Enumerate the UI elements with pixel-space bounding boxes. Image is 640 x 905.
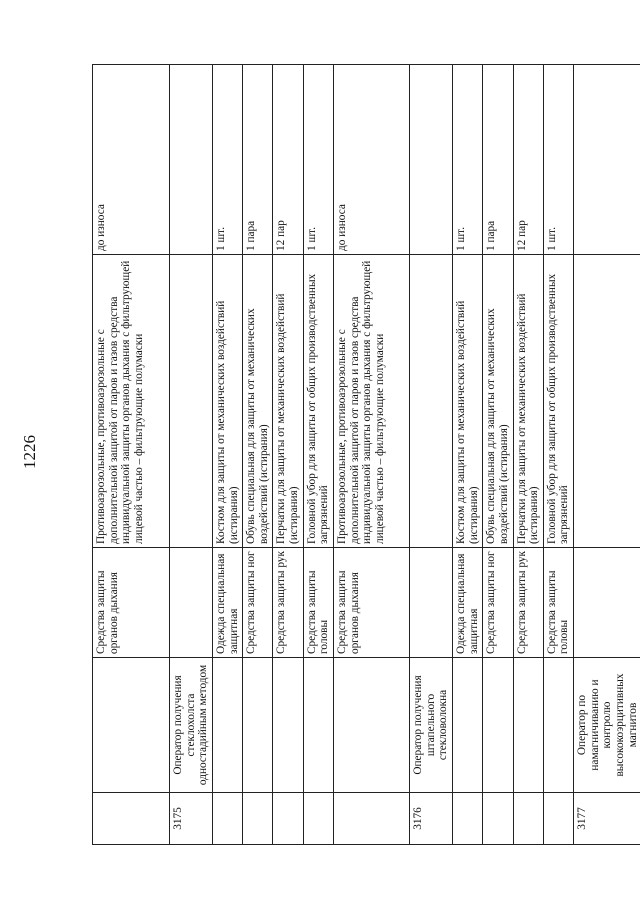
- table-row: [273, 65, 303, 845]
- row-number-cell: [543, 793, 573, 845]
- table-row: [513, 65, 543, 845]
- row-number-cell: [303, 793, 333, 845]
- profession-cell: [243, 658, 273, 793]
- profession-cell: [483, 658, 513, 793]
- ppe-norms-table: [92, 64, 640, 845]
- ppe-category-cell: Средства защиты органов дыхания: [334, 548, 410, 658]
- ppe-item-cell: [170, 255, 213, 548]
- row-number-cell: [513, 793, 543, 845]
- ppe-item-cell: Противоаэрозольные, противоаэрозольные с дополнительной защитой от паров и газов средства индивидуальной защиты органов дыхания с фильтрующей лицевой частью – фильтрующие полумаски: [334, 255, 410, 548]
- table-row: [574, 65, 640, 845]
- ppe-category-cell: Средства защиты головы: [303, 548, 333, 658]
- ppe-item-cell: Обувь специальная для защиты от механических воздействий (истирания): [483, 255, 513, 548]
- ppe-category-cell: Средства защиты рук: [273, 548, 303, 658]
- row-number-cell: [243, 793, 273, 845]
- ppe-category-cell: Средства защиты органов дыхания: [93, 548, 170, 658]
- profession-cell: [212, 658, 242, 793]
- ppe-item-cell: Костюм для защиты от механических воздействий (истирания): [452, 255, 482, 548]
- table-row: [212, 65, 242, 845]
- table-row: [334, 65, 410, 845]
- row-number-cell: 3175: [170, 793, 213, 845]
- ppe-category-cell: Средства защиты ног: [243, 548, 273, 658]
- rotated-page-content: [92, 65, 639, 845]
- table-row: [93, 65, 170, 845]
- issue-norm-cell: 1 шт.: [543, 65, 573, 255]
- ppe-category-cell: Средства защиты ног: [483, 548, 513, 658]
- profession-cell: [452, 658, 482, 793]
- profession-cell: [93, 658, 170, 793]
- ppe-item-cell: Обувь специальная для защиты от механических воздействий (истирания): [243, 255, 273, 548]
- profession-cell: Оператор получения стеклохолста одностадийным методом: [170, 658, 213, 793]
- row-number-cell: [273, 793, 303, 845]
- row-number-cell: [334, 793, 410, 845]
- table-row: [170, 65, 213, 845]
- table-row: [303, 65, 333, 845]
- issue-norm-cell: [574, 65, 640, 255]
- ppe-item-cell: Костюм для защиты от механических воздействий (истирания): [212, 255, 242, 548]
- ppe-item-cell: Перчатки для защиты от механических воздействий (истирания): [513, 255, 543, 548]
- profession-cell: [334, 658, 410, 793]
- ppe-category-cell: [170, 548, 213, 658]
- issue-norm-cell: 12 пар: [273, 65, 303, 255]
- row-number-cell: 3177: [574, 793, 640, 845]
- table-row: [410, 65, 453, 845]
- profession-cell: Оператор получения штапельного стекловолокна: [410, 658, 453, 793]
- ppe-category-cell: Средства защиты головы: [543, 548, 573, 658]
- ppe-item-cell: Головной убор для защиты от общих производственных загрязнений: [303, 255, 333, 548]
- ppe-category-cell: [410, 548, 453, 658]
- profession-cell: [273, 658, 303, 793]
- issue-norm-cell: 12 пар: [513, 65, 543, 255]
- ppe-item-cell: [410, 255, 453, 548]
- row-number-cell: [93, 793, 170, 845]
- table-body: [93, 65, 640, 845]
- issue-norm-cell: [410, 65, 453, 255]
- table-row: [243, 65, 273, 845]
- issue-norm-cell: 1 пара: [483, 65, 513, 255]
- ppe-category-cell: Средства защиты рук: [513, 548, 543, 658]
- ppe-item-cell: Головной убор для защиты от общих производственных загрязнений: [543, 255, 573, 548]
- row-number-cell: [212, 793, 242, 845]
- profession-cell: Оператор по намагничиванию и контролю высококоэрцитивных магнитов: [574, 658, 640, 793]
- issue-norm-cell: [170, 65, 213, 255]
- profession-cell: [303, 658, 333, 793]
- issue-norm-cell: 1 шт.: [212, 65, 242, 255]
- ppe-item-cell: Перчатки для защиты от механических воздействий (истирания): [273, 255, 303, 548]
- issue-norm-cell: 1 шт.: [452, 65, 482, 255]
- issue-norm-cell: до износа: [93, 65, 170, 255]
- row-number-cell: [483, 793, 513, 845]
- ppe-item-cell: Противоаэрозольные, противоаэрозольные с дополнительной защитой от паров и газов средства индивидуальной защиты органов дыхания с фильтрующей лицевой частью – фильтрующие полумаски: [93, 255, 170, 548]
- ppe-category-cell: Одежда специальная защитная: [452, 548, 482, 658]
- table-row: [452, 65, 482, 845]
- issue-norm-cell: 1 шт.: [303, 65, 333, 255]
- issue-norm-cell: 1 пара: [243, 65, 273, 255]
- issue-norm-cell: до износа: [334, 65, 410, 255]
- ppe-item-cell: [574, 255, 640, 548]
- ppe-category-cell: Одежда специальная защитная: [212, 548, 242, 658]
- profession-cell: [513, 658, 543, 793]
- table-row: [483, 65, 513, 845]
- ppe-category-cell: [574, 548, 640, 658]
- row-number-cell: 3176: [410, 793, 453, 845]
- row-number-cell: [452, 793, 482, 845]
- page-number: 1226: [20, 435, 39, 469]
- table-row: [543, 65, 573, 845]
- profession-cell: [543, 658, 573, 793]
